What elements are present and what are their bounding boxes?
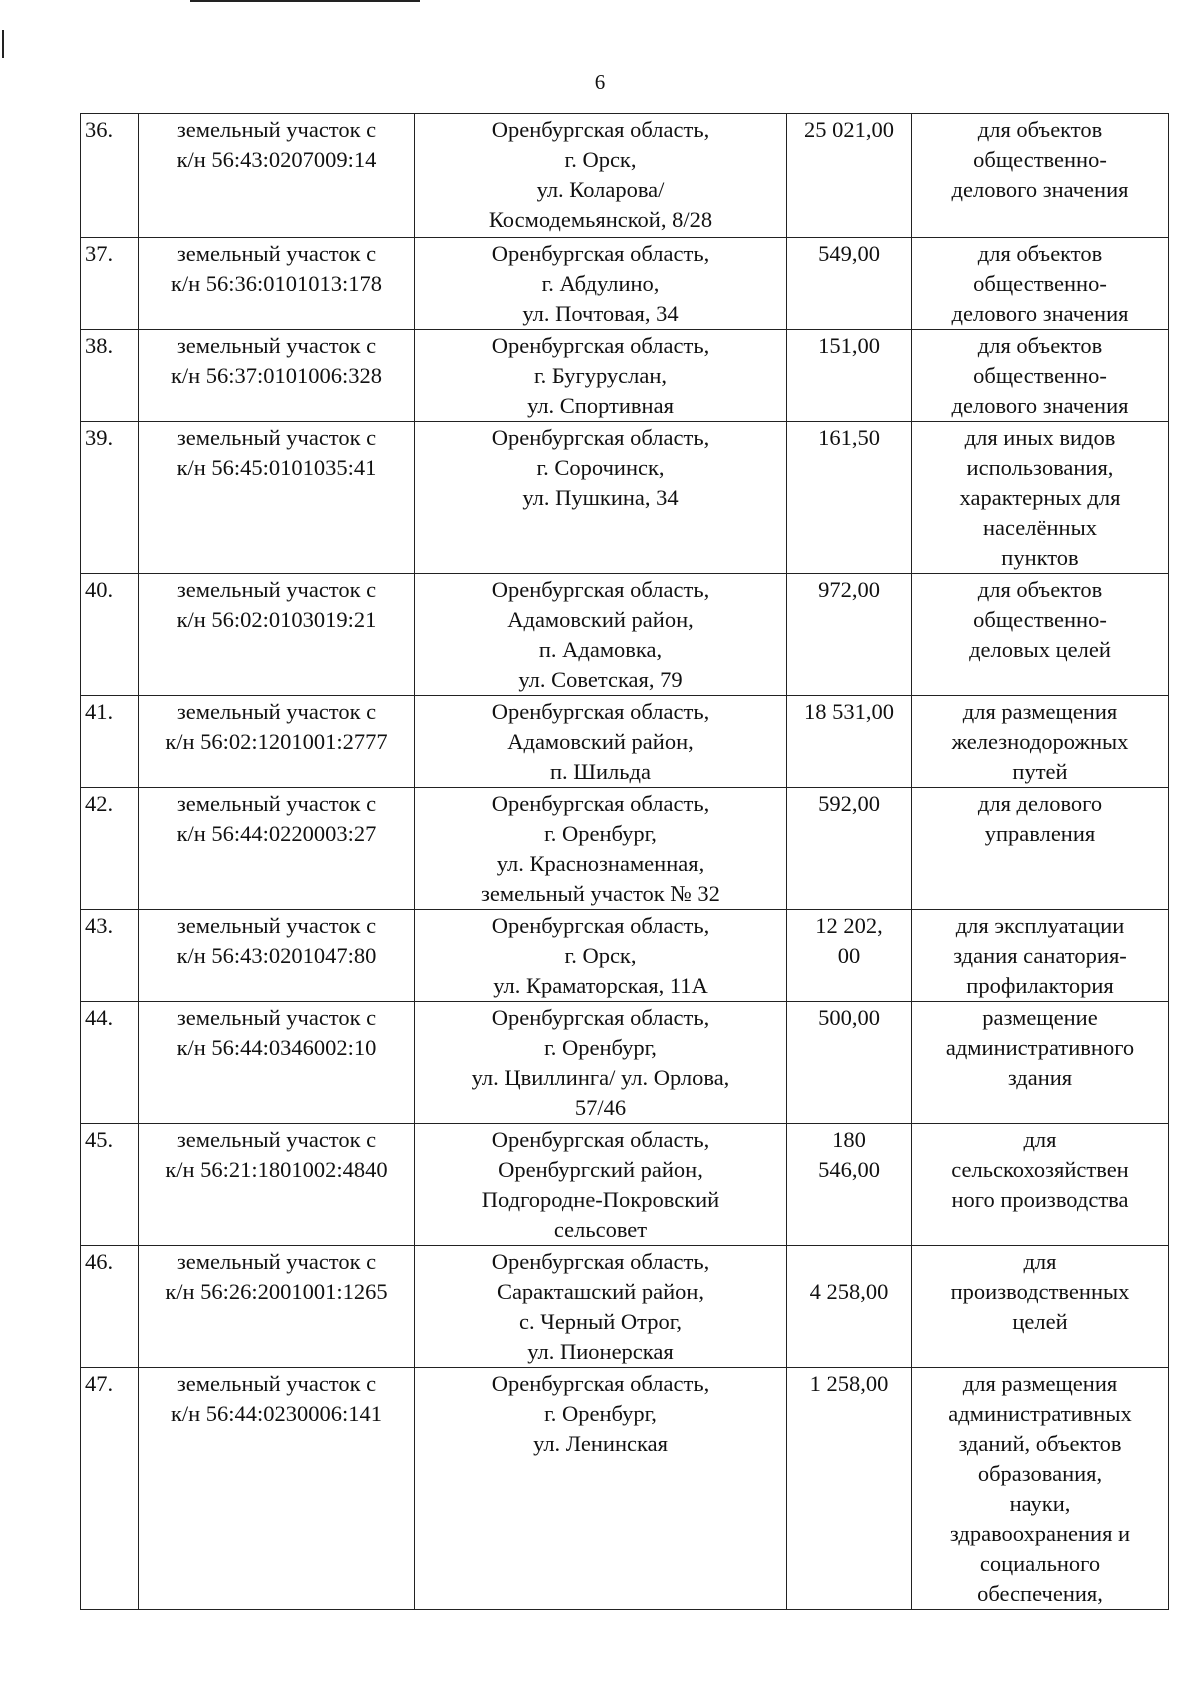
plot-description: земельный участок с к/н 56:37:0101006:328 <box>170 333 383 388</box>
plot-description: земельный участок с к/н 56:02:1201001:2777 <box>165 699 388 754</box>
plot-address-cell <box>415 788 787 910</box>
row-number-cell <box>81 696 139 788</box>
permitted-use: для объектов общественно- делового значения <box>951 333 1129 418</box>
plot-description: земельный участок с к/н 56:21:1801002:4840 <box>165 1127 388 1182</box>
permitted-use: для сельскохозяйствен ного производства <box>951 1127 1129 1212</box>
table-row <box>81 910 1169 1002</box>
row-number-cell <box>81 1002 139 1124</box>
permitted-use-cell <box>912 696 1169 788</box>
land-plots-table <box>80 113 1169 1610</box>
table-row <box>81 422 1169 574</box>
plot-area: 161,50 <box>818 425 880 450</box>
plot-description: земельный участок с к/н 56:43:0207009:14 <box>176 117 377 172</box>
plot-description-cell <box>139 910 415 1002</box>
permitted-use: для производственных целей <box>950 1249 1130 1334</box>
row-number-cell <box>81 422 139 574</box>
plot-address: Оренбургская область, г. Орск, ул. Краматорская, 11А <box>491 913 710 998</box>
plot-area: 180 546,00 <box>818 1127 880 1182</box>
plot-address: Оренбургская область, г. Бугуруслан, ул. Спортивная <box>491 333 710 418</box>
plot-address-cell <box>415 1246 787 1368</box>
row-number: 46. <box>85 1249 114 1274</box>
plot-address-cell <box>415 910 787 1002</box>
plot-area-cell <box>787 1368 912 1610</box>
plot-area-cell <box>787 238 912 330</box>
permitted-use: для объектов общественно- деловых целей <box>969 577 1111 662</box>
plot-description-cell <box>139 114 415 238</box>
row-number: 42. <box>85 791 114 816</box>
plot-description-cell <box>139 574 415 696</box>
permitted-use-cell <box>912 910 1169 1002</box>
plot-description-cell <box>139 1124 415 1246</box>
row-number-cell <box>81 910 139 1002</box>
plot-description-cell <box>139 1368 415 1610</box>
permitted-use: для размещения железнодорожных путей <box>951 699 1129 784</box>
plot-area-cell <box>787 330 912 422</box>
permitted-use: для объектов общественно- делового значения <box>951 241 1129 326</box>
row-number-cell <box>81 788 139 910</box>
plot-area: 549,00 <box>818 241 880 266</box>
plot-description: земельный участок с к/н 56:26:2001001:1265 <box>165 1249 388 1304</box>
row-number-cell <box>81 238 139 330</box>
permitted-use: для делового управления <box>977 791 1103 846</box>
plot-description-cell <box>139 1246 415 1368</box>
table-row <box>81 696 1169 788</box>
row-number: 39. <box>85 425 114 450</box>
table-row <box>81 238 1169 330</box>
plot-address: Оренбургская область, г. Оренбург, ул. Цвиллинга/ ул. Орлова, 57/46 <box>471 1005 730 1120</box>
plot-address-cell <box>415 1368 787 1610</box>
table-row <box>81 788 1169 910</box>
permitted-use-cell <box>912 1368 1169 1610</box>
plot-area-cell <box>787 910 912 1002</box>
plot-address: Оренбургская область, Адамовский район, п. Шильда <box>491 699 710 784</box>
plot-address: Оренбургская область, г. Оренбург, ул. Краснознаменная, земельный участок № 32 <box>481 791 720 906</box>
row-number-cell <box>81 1124 139 1246</box>
row-number: 37. <box>85 241 114 266</box>
plot-description: земельный участок с к/н 56:44:0220003:27 <box>176 791 377 846</box>
plot-area-cell <box>787 422 912 574</box>
plot-area-cell <box>787 574 912 696</box>
table-row <box>81 1124 1169 1246</box>
scan-edge-mark-left <box>2 30 4 58</box>
scan-edge-mark-top <box>190 0 420 2</box>
table-row <box>81 1002 1169 1124</box>
permitted-use-cell <box>912 1246 1169 1368</box>
table-row <box>81 1368 1169 1610</box>
permitted-use-cell <box>912 1124 1169 1246</box>
permitted-use-cell <box>912 788 1169 910</box>
row-number: 41. <box>85 699 114 724</box>
row-number-cell <box>81 1246 139 1368</box>
plot-area: 1 258,00 <box>809 1371 889 1396</box>
plot-area: 18 531,00 <box>804 699 894 724</box>
plot-description: земельный участок с к/н 56:36:0101013:178 <box>170 241 383 296</box>
plot-area: 25 021,00 <box>804 117 894 142</box>
plot-address-cell <box>415 574 787 696</box>
plot-area-cell <box>787 696 912 788</box>
plot-area: 592,00 <box>818 791 880 816</box>
plot-description: земельный участок с к/н 56:44:0230006:141 <box>170 1371 383 1426</box>
permitted-use-cell <box>912 574 1169 696</box>
plot-address: Оренбургская область, Адамовский район, п. Адамовка, ул. Советская, 79 <box>491 577 710 692</box>
permitted-use: для иных видов использования, характерных для населённых пунктов <box>959 425 1121 570</box>
row-number: 40. <box>85 577 114 602</box>
plot-description-cell <box>139 788 415 910</box>
permitted-use-cell <box>912 422 1169 574</box>
plot-area-cell <box>787 1124 912 1246</box>
plot-address-cell <box>415 422 787 574</box>
row-number: 44. <box>85 1005 114 1030</box>
plot-area: 500,00 <box>818 1005 880 1030</box>
row-number: 45. <box>85 1127 114 1152</box>
permitted-use: для эксплуатации здания санатория- профилактория <box>953 913 1127 998</box>
plot-description-cell <box>139 238 415 330</box>
plot-description-cell <box>139 1002 415 1124</box>
permitted-use-cell <box>912 238 1169 330</box>
row-number: 36. <box>85 117 114 142</box>
plot-area: 4 258,00 <box>809 1279 889 1304</box>
row-number-cell <box>81 1368 139 1610</box>
row-number: 38. <box>85 333 114 358</box>
table-row <box>81 330 1169 422</box>
plot-area: 151,00 <box>818 333 880 358</box>
plot-address-cell <box>415 1002 787 1124</box>
plot-description: земельный участок с к/н 56:43:0201047:80 <box>176 913 377 968</box>
plot-area: 972,00 <box>818 577 880 602</box>
permitted-use: для объектов общественно- делового значения <box>951 117 1129 202</box>
row-number-cell <box>81 574 139 696</box>
plot-address: Оренбургская область, г. Оренбург, ул. Ленинская <box>491 1371 710 1456</box>
plot-address-cell <box>415 1124 787 1246</box>
row-number: 43. <box>85 913 114 938</box>
plot-address: Оренбургская область, Саракташский район, с. Черный Отрог, ул. Пионерская <box>491 1249 710 1364</box>
plot-description: земельный участок с к/н 56:44:0346002:10 <box>176 1005 377 1060</box>
table-body <box>81 114 1169 1610</box>
plot-area-cell <box>787 1002 912 1124</box>
plot-address: Оренбургская область, г. Сорочинск, ул. Пушкина, 34 <box>491 425 710 510</box>
permitted-use: для размещения административных зданий, объектов образования, науки, здравоохранения и социального обеспечения, <box>948 1371 1132 1606</box>
permitted-use-cell <box>912 1002 1169 1124</box>
row-number-cell <box>81 114 139 238</box>
row-number-cell <box>81 330 139 422</box>
plot-address-cell <box>415 114 787 238</box>
plot-description: земельный участок с к/н 56:45:0101035:41 <box>176 425 377 480</box>
plot-description-cell <box>139 422 415 574</box>
table-row <box>81 1246 1169 1368</box>
table-row <box>81 114 1169 238</box>
row-number: 47. <box>85 1371 114 1396</box>
table-row <box>81 574 1169 696</box>
plot-area-cell <box>787 114 912 238</box>
permitted-use-cell <box>912 330 1169 422</box>
plot-description: земельный участок с к/н 56:02:0103019:21 <box>176 577 377 632</box>
plot-area: 12 202, 00 <box>815 913 883 968</box>
plot-address-cell <box>415 330 787 422</box>
plot-description-cell <box>139 330 415 422</box>
page-number: 6 <box>594 70 606 94</box>
plot-address: Оренбургская область, г. Орск, ул. Коларова/ Космодемьянской, 8/28 <box>488 117 713 232</box>
permitted-use: размещение административного здания <box>945 1005 1135 1090</box>
plot-description-cell <box>139 696 415 788</box>
plot-area-cell <box>787 788 912 910</box>
plot-area-cell <box>787 1246 912 1368</box>
plot-address-cell <box>415 238 787 330</box>
plot-address: Оренбургская область, г. Абдулино, ул. Почтовая, 34 <box>491 241 710 326</box>
permitted-use-cell <box>912 114 1169 238</box>
plot-address: Оренбургская область, Оренбургский район, Подгородне-Покровский сельсовет <box>481 1127 720 1242</box>
plot-address-cell <box>415 696 787 788</box>
